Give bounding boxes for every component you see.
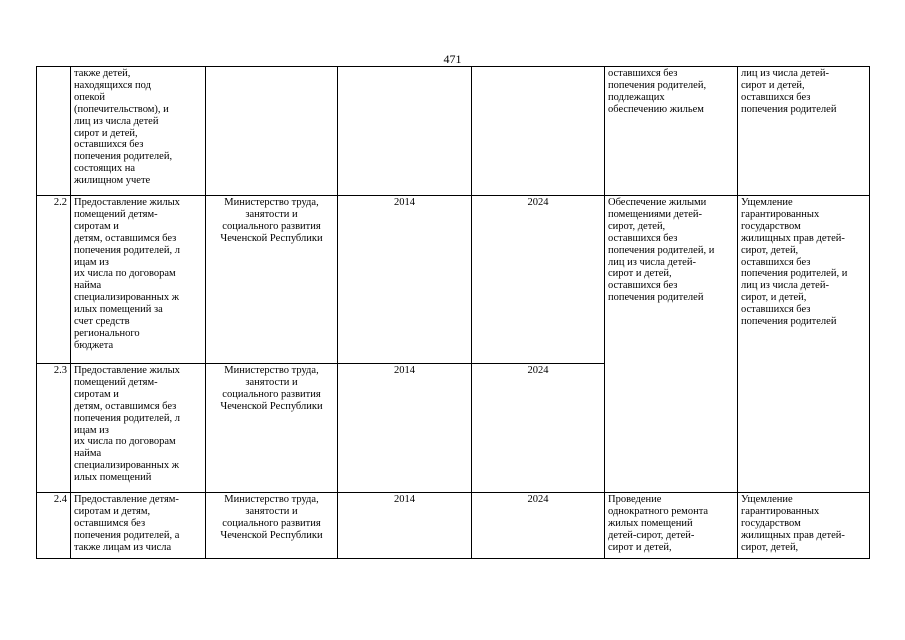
start-year: 2014: [338, 196, 472, 364]
event-name: Предоставление жилых помещений детям- сиротам и детям, оставшимся без попечения родителей, л ицам из их числа по договорам найма специализированных ж илых помещений за счет средств регионального бюджета: [71, 196, 206, 364]
start-year: [338, 67, 472, 196]
page-number: 471: [443, 52, 462, 66]
event-name: Предоставление жилых помещений детям- сиротам и детям, оставшимся без попечения родителей, л ицам из их числа по договорам найма специализированных ж илых помещений: [71, 364, 206, 493]
expected-result: оставшихся без попечения родителей, подлежащих обеспечению жильем: [605, 67, 738, 196]
event-name: также детей, находящихся под опекой (попечительством), и лиц из числа детей сирот и детей, оставшихся без попечения родителей, состоящих на жилищном учете: [71, 67, 206, 196]
event-name: Предоставление детям- сиротам и детям, оставшимся без попечения родителей, а также лицам из числа: [71, 493, 206, 559]
executor: Министерство труда, занятости и социального развития Чеченской Республики: [206, 493, 338, 559]
executor: [206, 67, 338, 196]
non-implementation-consequence: Ущемление гарантированных государством жилищных прав детей- сирот, детей,: [738, 493, 870, 559]
end-year: [472, 67, 605, 196]
row-number: 2.3: [37, 364, 71, 493]
start-year: 2014: [338, 364, 472, 493]
program-table: [36, 66, 870, 559]
row-number: 2.2: [37, 196, 71, 364]
expected-result: Проведение однократного ремонта жилых помещений детей-сирот, детей- сирот и детей,: [605, 493, 738, 559]
table-row: [37, 67, 870, 196]
start-year: 2014: [338, 493, 472, 559]
executor: Министерство труда, занятости и социального развития Чеченской Республики: [206, 364, 338, 493]
non-implementation-consequence: Ущемление гарантированных государством жилищных прав детей- сирот, детей, оставшихся без попечения родителей, и лиц из числа детей- сирот, и детей, оставшихся без попечения родителей: [738, 196, 870, 493]
table-row: [37, 493, 870, 559]
table-row: [37, 196, 870, 364]
row-number: [37, 67, 71, 196]
executor: Министерство труда, занятости и социального развития Чеченской Республики: [206, 196, 338, 364]
expected-result: Обеспечение жилыми помещениями детей- сирот, детей, оставшихся без попечения родителей, и лиц из числа детей- сирот и детей, оставшихся без попечения родителей: [605, 196, 738, 493]
end-year: 2024: [472, 196, 605, 364]
non-implementation-consequence: лиц из числа детей- сирот и детей, оставшихся без попечения родителей: [738, 67, 870, 196]
row-number: 2.4: [37, 493, 71, 559]
end-year: 2024: [472, 364, 605, 493]
end-year: 2024: [472, 493, 605, 559]
